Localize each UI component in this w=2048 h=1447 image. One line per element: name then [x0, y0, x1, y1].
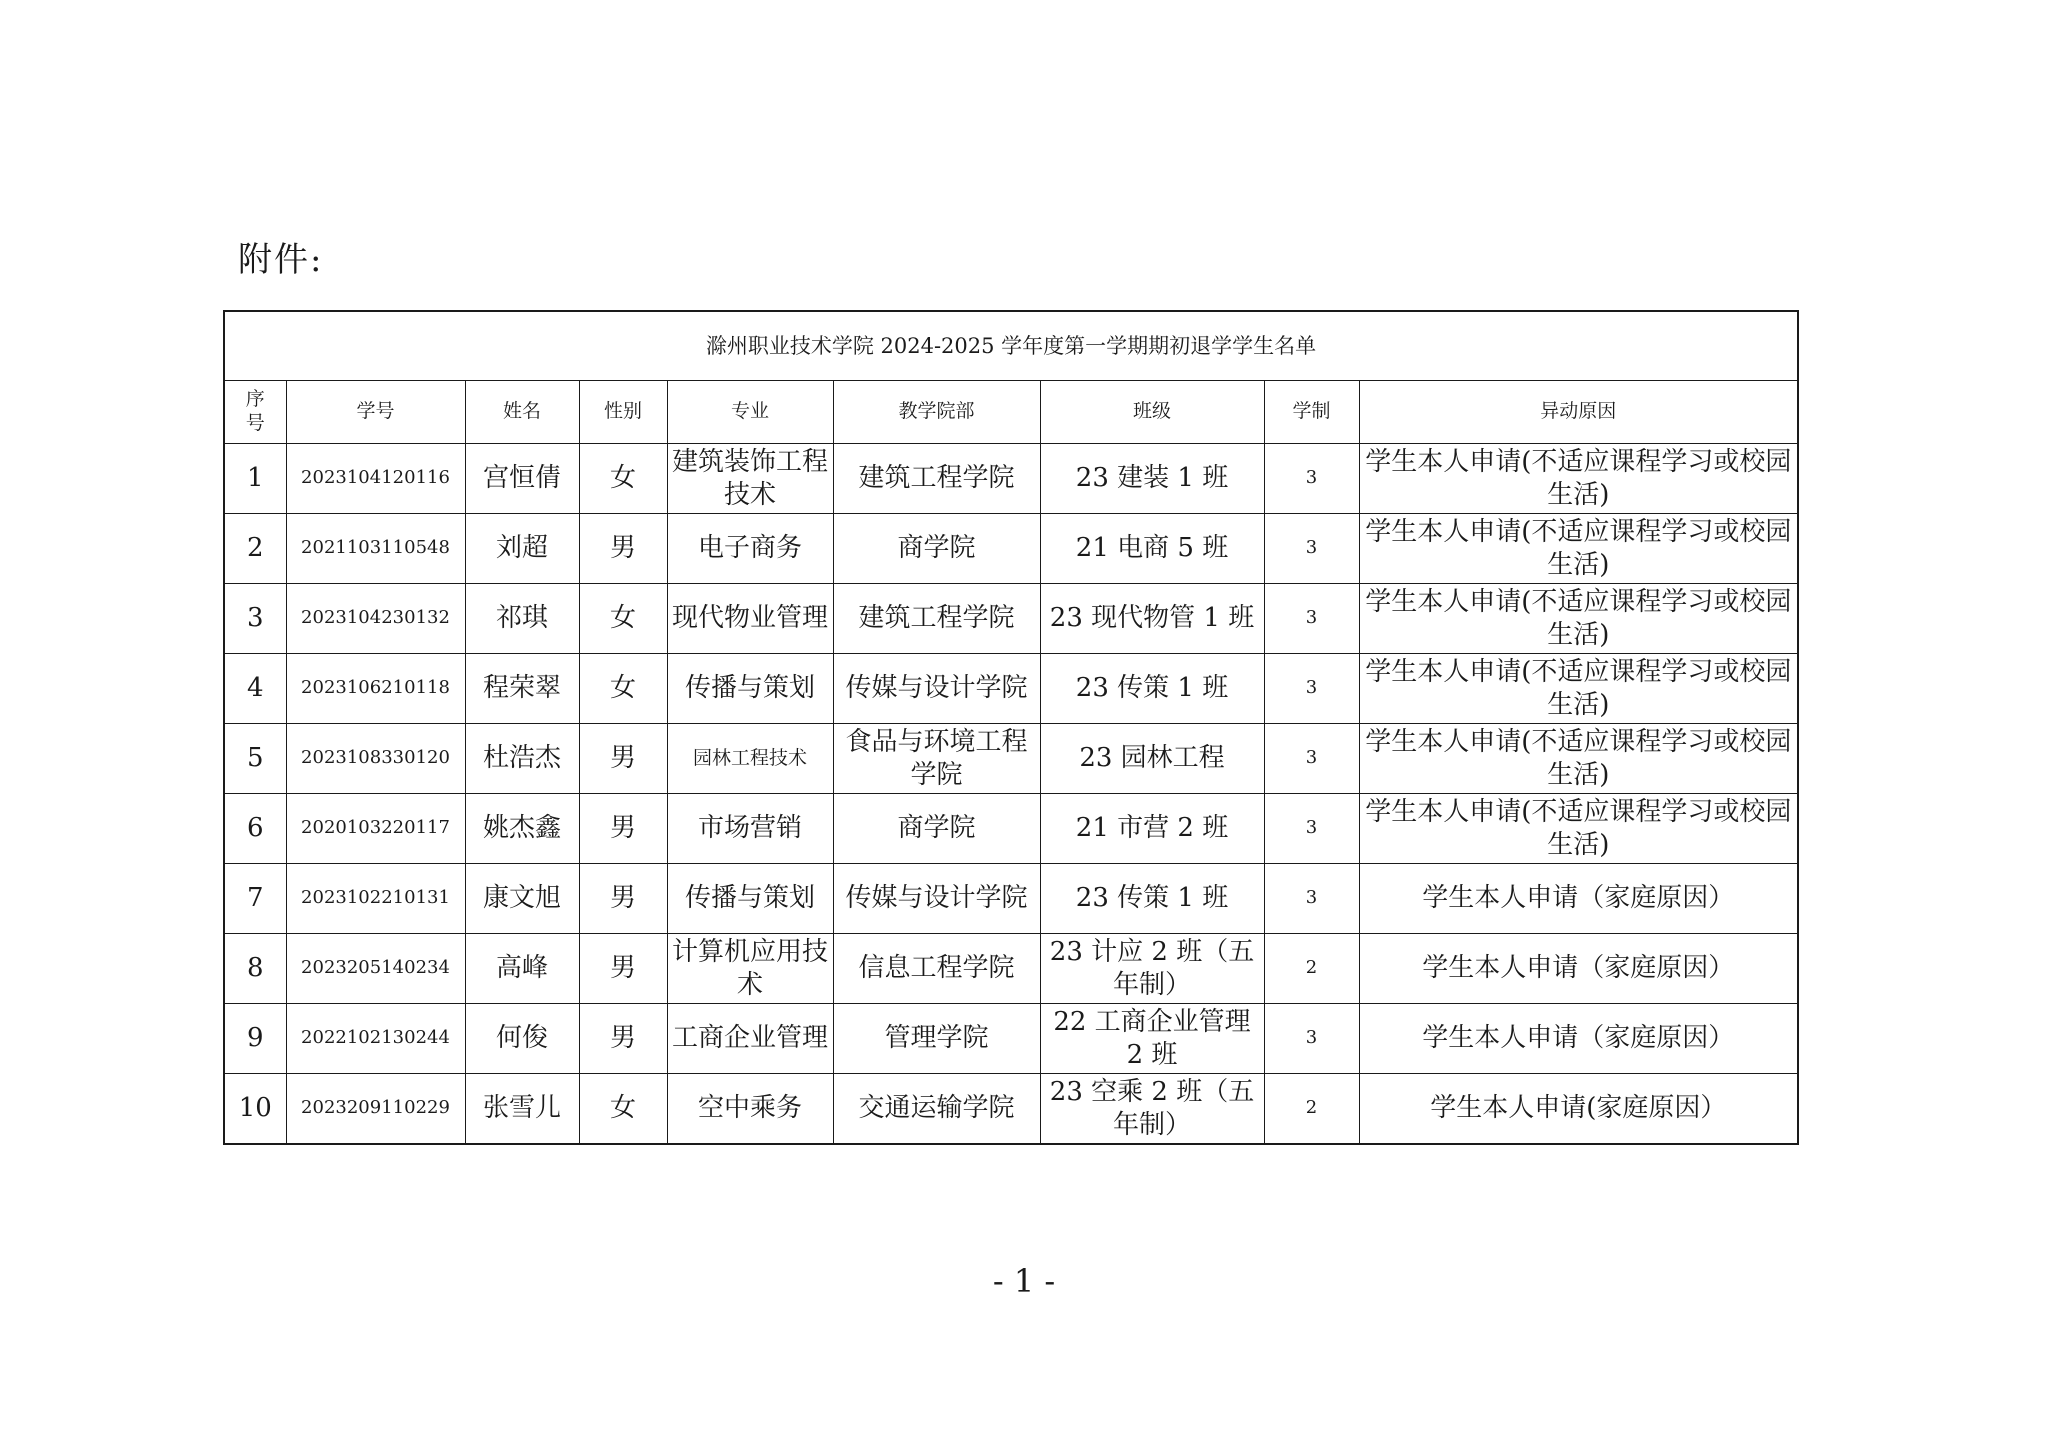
cell-name: 康文旭: [465, 864, 579, 934]
header-student-id: 学号: [286, 381, 465, 444]
cell-reason: 学生本人申请（家庭原因）: [1359, 864, 1798, 934]
cell-class: 22 工商企业管理 2 班: [1040, 1004, 1264, 1074]
page-number: - 1 -: [992, 1262, 1056, 1300]
table-row: [224, 514, 1798, 584]
cell-years: 2: [1264, 1074, 1359, 1145]
cell-department: 建筑工程学院: [833, 584, 1040, 654]
cell-gender: 男: [579, 934, 667, 1004]
cell-class: 23 传策 1 班: [1040, 654, 1264, 724]
cell-reason: 学生本人申请(不适应课程学习或校园生活): [1359, 444, 1798, 514]
cell-seq: 1: [224, 444, 286, 514]
cell-department: 信息工程学院: [833, 934, 1040, 1004]
cell-seq: 7: [224, 864, 286, 934]
cell-seq: 8: [224, 934, 286, 1004]
cell-student-id: 2023106210118: [286, 654, 465, 724]
cell-gender: 男: [579, 514, 667, 584]
cell-name: 何俊: [465, 1004, 579, 1074]
cell-class: 23 空乘 2 班（五年制）: [1040, 1074, 1264, 1145]
table-row: [224, 654, 1798, 724]
cell-major: 传播与策划: [667, 864, 833, 934]
cell-gender: 女: [579, 654, 667, 724]
cell-reason: 学生本人申请(家庭原因）: [1359, 1074, 1798, 1145]
table-row: [224, 584, 1798, 654]
cell-name: 杜浩杰: [465, 724, 579, 794]
cell-seq: 6: [224, 794, 286, 864]
cell-class: 23 传策 1 班: [1040, 864, 1264, 934]
cell-gender: 男: [579, 724, 667, 794]
cell-major: 园林工程技术: [667, 724, 833, 794]
header-gender: 性别: [579, 381, 667, 444]
cell-gender: 女: [579, 1074, 667, 1145]
cell-years: 2: [1264, 934, 1359, 1004]
header-department: 教学院部: [833, 381, 1040, 444]
cell-seq: 9: [224, 1004, 286, 1074]
cell-reason: 学生本人申请（家庭原因）: [1359, 1004, 1798, 1074]
table-row: [224, 724, 1798, 794]
cell-major: 建筑装饰工程技术: [667, 444, 833, 514]
cell-department: 传媒与设计学院: [833, 654, 1040, 724]
cell-reason: 学生本人申请(不适应课程学习或校园生活): [1359, 654, 1798, 724]
cell-department: 管理学院: [833, 1004, 1040, 1074]
cell-department: 商学院: [833, 514, 1040, 584]
cell-major: 电子商务: [667, 514, 833, 584]
cell-years: 3: [1264, 724, 1359, 794]
header-seq-top: 序: [245, 388, 265, 411]
header-years: 学制: [1264, 381, 1359, 444]
cell-seq: 2: [224, 514, 286, 584]
cell-major: 空中乘务: [667, 1074, 833, 1145]
table-row: [224, 1004, 1798, 1074]
cell-name: 高峰: [465, 934, 579, 1004]
cell-department: 交通运输学院: [833, 1074, 1040, 1145]
cell-reason: 学生本人申请(不适应课程学习或校园生活): [1359, 584, 1798, 654]
cell-seq: 5: [224, 724, 286, 794]
cell-gender: 男: [579, 864, 667, 934]
cell-class: 23 现代物管 1 班: [1040, 584, 1264, 654]
withdrawal-student-table: [223, 310, 1799, 1145]
header-name: 姓名: [465, 381, 579, 444]
cell-years: 3: [1264, 864, 1359, 934]
cell-class: 21 电商 5 班: [1040, 514, 1264, 584]
cell-reason: 学生本人申请(不适应课程学习或校园生活): [1359, 724, 1798, 794]
cell-major: 计算机应用技术: [667, 934, 833, 1004]
cell-major: 市场营销: [667, 794, 833, 864]
cell-major: 现代物业管理: [667, 584, 833, 654]
cell-department: 建筑工程学院: [833, 444, 1040, 514]
cell-seq: 3: [224, 584, 286, 654]
table-row: [224, 864, 1798, 934]
cell-department: 商学院: [833, 794, 1040, 864]
cell-major: 传播与策划: [667, 654, 833, 724]
header-reason: 异动原因: [1359, 381, 1798, 444]
cell-years: 3: [1264, 1004, 1359, 1074]
cell-class: 23 建装 1 班: [1040, 444, 1264, 514]
cell-student-id: 2020103220117: [286, 794, 465, 864]
cell-department: 传媒与设计学院: [833, 864, 1040, 934]
cell-name: 张雪儿: [465, 1074, 579, 1145]
table-row: [224, 1074, 1798, 1145]
cell-student-id: 2023104120116: [286, 444, 465, 514]
table-row: [224, 444, 1798, 514]
table-header-row: [224, 381, 1798, 444]
header-major: 专业: [667, 381, 833, 444]
cell-student-id: 2023102210131: [286, 864, 465, 934]
cell-seq: 10: [224, 1074, 286, 1145]
cell-reason: 学生本人申请（家庭原因）: [1359, 934, 1798, 1004]
cell-years: 3: [1264, 794, 1359, 864]
attachment-label: 附件:: [238, 240, 324, 280]
cell-major: 工商企业管理: [667, 1004, 833, 1074]
cell-years: 3: [1264, 654, 1359, 724]
cell-years: 3: [1264, 514, 1359, 584]
cell-student-id: 2023205140234: [286, 934, 465, 1004]
cell-years: 3: [1264, 444, 1359, 514]
header-class: 班级: [1040, 381, 1264, 444]
cell-department: 食品与环境工程学院: [833, 724, 1040, 794]
cell-name: 姚杰鑫: [465, 794, 579, 864]
cell-name: 宫恒倩: [465, 444, 579, 514]
cell-gender: 男: [579, 1004, 667, 1074]
cell-class: 23 园林工程: [1040, 724, 1264, 794]
cell-gender: 男: [579, 794, 667, 864]
cell-gender: 女: [579, 444, 667, 514]
cell-class: 21 市营 2 班: [1040, 794, 1264, 864]
table-title: 滁州职业技术学院 2024-2025 学年度第一学期期初退学学生名单: [224, 311, 1798, 381]
cell-student-id: 2021103110548: [286, 514, 465, 584]
cell-years: 3: [1264, 584, 1359, 654]
table-row: [224, 934, 1798, 1004]
cell-student-id: 2022102130244: [286, 1004, 465, 1074]
cell-student-id: 2023209110229: [286, 1074, 465, 1145]
table-row: [224, 794, 1798, 864]
cell-name: 刘超: [465, 514, 579, 584]
cell-name: 程荣翠: [465, 654, 579, 724]
cell-student-id: 2023108330120: [286, 724, 465, 794]
cell-reason: 学生本人申请(不适应课程学习或校园生活): [1359, 514, 1798, 584]
cell-seq: 4: [224, 654, 286, 724]
header-seq-bottom: 号: [245, 412, 265, 434]
cell-name: 祁琪: [465, 584, 579, 654]
cell-student-id: 2023104230132: [286, 584, 465, 654]
cell-reason: 学生本人申请(不适应课程学习或校园生活): [1359, 794, 1798, 864]
header-seq: [224, 381, 286, 444]
cell-gender: 女: [579, 584, 667, 654]
cell-class: 23 计应 2 班（五年制）: [1040, 934, 1264, 1004]
